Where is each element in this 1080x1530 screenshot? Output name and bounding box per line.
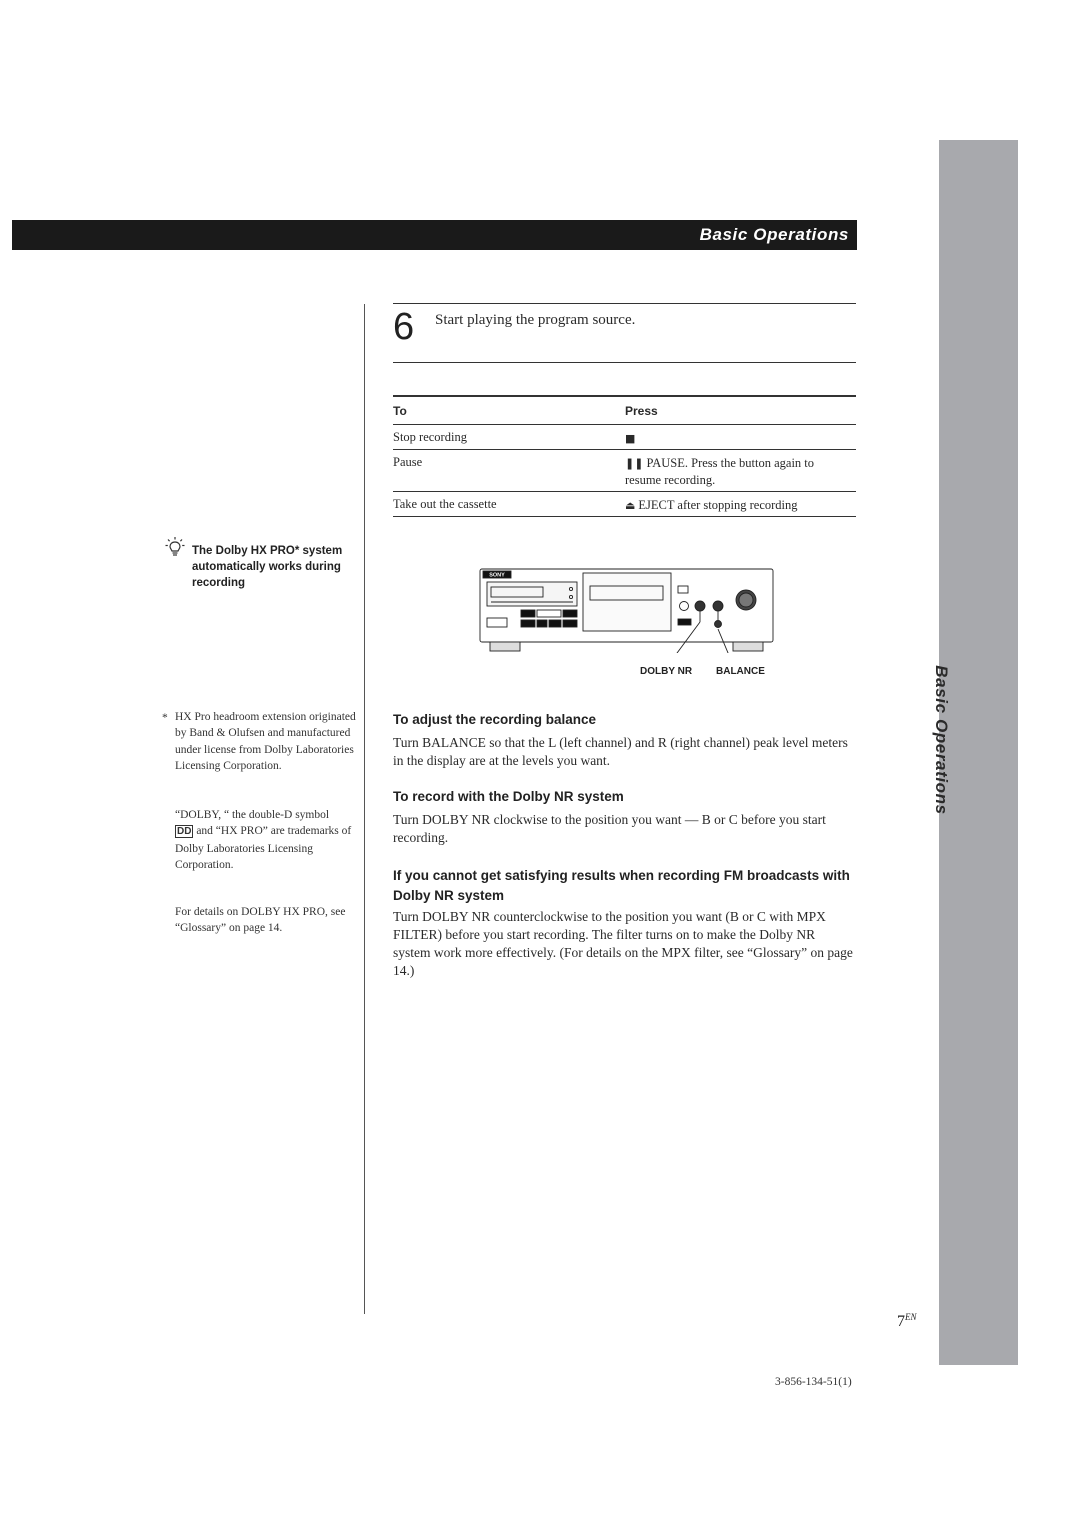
- table-header-to: To: [393, 403, 407, 418]
- table-bottom-rule: [393, 516, 856, 517]
- section-header-bar: [12, 220, 857, 250]
- section-body-dolby-nr: Turn DOLBY NR clockwise to the position you want — B or C before you start recording.: [393, 812, 826, 845]
- table-row: [393, 425, 856, 449]
- eject-icon: ⏏: [625, 498, 636, 512]
- table-cell-to: Take out the cassette: [393, 496, 497, 511]
- step-number: 6: [393, 306, 415, 348]
- step-top-rule: [393, 303, 856, 304]
- table-cell-press: [625, 430, 850, 447]
- document-code: 3-856-134-51(1): [775, 1376, 852, 1388]
- table-cell-to: Pause: [393, 454, 423, 469]
- table-cell-press: ⏏ EJECT after stopping recording: [625, 497, 798, 512]
- cassette-deck-illustration: [478, 568, 775, 653]
- operations-table: [393, 395, 856, 517]
- step-bottom-rule: [393, 362, 856, 363]
- pause-icon: ❚❚: [625, 456, 644, 470]
- section-body-balance: Turn BALANCE so that the L (left channel) and R (right channel) peak level meters in the display are at the levels you want.: [393, 735, 848, 768]
- table-cell-to: Stop recording: [393, 429, 467, 444]
- table-row: [393, 492, 856, 516]
- dolby-nr-callout: DOLBY NR: [640, 666, 693, 677]
- section-heading-dolby-nr: To record with the Dolby NR system: [393, 789, 624, 804]
- section-heading-balance: To adjust the recording balance: [393, 712, 597, 727]
- stop-icon: ■: [625, 431, 636, 445]
- lightbulb-icon: [165, 536, 185, 558]
- footnote-hx-pro: HX Pro headroom extension originated by Band & Olufsen and manufactured under license from Dolby Laboratories Licensing Corporation.: [175, 711, 356, 772]
- table-cell-press: ❚❚ PAUSE. Press the button again to resume recording.: [625, 455, 815, 487]
- table-row: [393, 450, 856, 491]
- side-tab-label-anchor: [932, 665, 971, 815]
- footnote-trademark: “DOLBY, “ the double-D symbol DD and “HX PRO” are trademarks of Dolby Laboratories Licensing Corporation.: [175, 809, 352, 871]
- footnote-marker: *: [162, 712, 168, 724]
- column-divider: [364, 304, 365, 1314]
- side-tab-label: Basic Operations: [932, 665, 951, 815]
- section-body-fm-broadcasts: Turn DOLBY NR counterclockwise to the position you want (B or C with MPX FILTER) before you start recording. The filter turns on to make the Dolby NR system work more effectively. (For details on the MPX filter, see “Glossary” on page 14.): [393, 909, 853, 978]
- section-title: Basic Operations: [699, 225, 849, 244]
- table-header-press: Press: [625, 403, 658, 418]
- step-text: Start playing the program source.: [435, 312, 636, 328]
- double-d-symbol: DD: [177, 826, 192, 838]
- table-header-row: [393, 397, 856, 424]
- device-brand-label: SONY: [489, 572, 505, 579]
- section-heading-fm-broadcasts: If you cannot get satisfying results when recording FM broadcasts with Dolby NR system: [393, 868, 850, 903]
- page-number: $7^{EN}$: [897, 1312, 917, 1330]
- tip-text: The Dolby HX PRO* system automatically works during recording: [192, 545, 343, 589]
- footnote-glossary: For details on DOLBY HX PRO, see “Glossary” on page 14.: [175, 906, 346, 935]
- balance-callout: BALANCE: [716, 666, 765, 677]
